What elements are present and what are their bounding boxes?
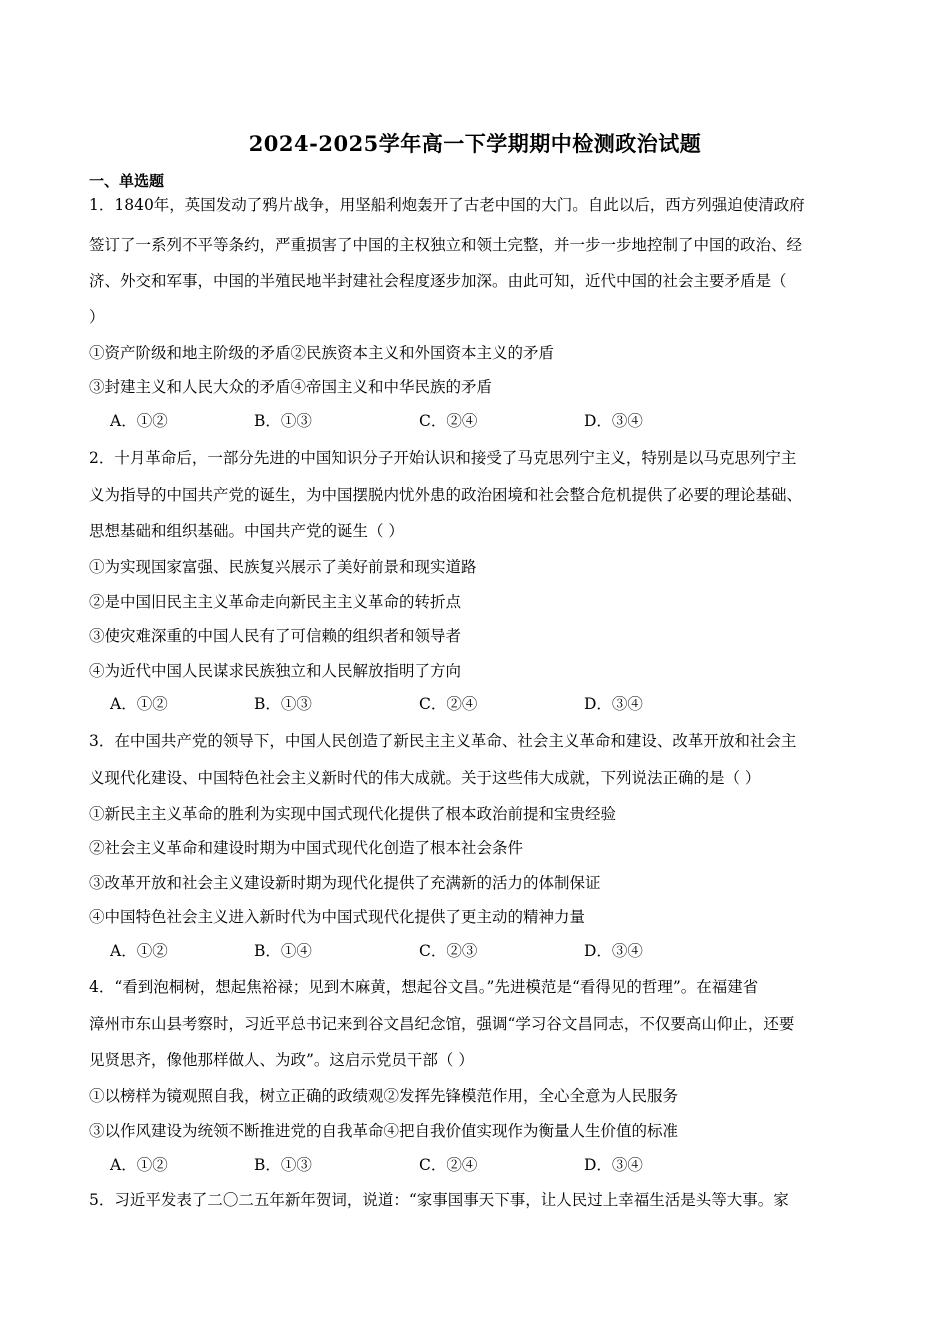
q1-option-b[interactable]: B．①③ bbox=[254, 412, 312, 430]
q4-options bbox=[89, 1153, 864, 1175]
q1-statement-2: ③封建主义和人民大众的矛盾④帝国主义和中华民族的矛盾 bbox=[89, 378, 493, 396]
q2-option-c[interactable]: C．②④ bbox=[419, 695, 478, 713]
q4-option-c[interactable]: C．②④ bbox=[419, 1156, 478, 1174]
q2-line-1: 2．十月革命后，一部分先进的中国知识分子开始认识和接受了马克思列宁主义，特别是以马克思列宁主 bbox=[89, 449, 797, 467]
q2-statement-1: ①为实现国家富强、民族复兴展示了美好前景和现实道路 bbox=[89, 558, 477, 576]
q1-line-3: 济、外交和军事，中国的半殖民地半封建社会程度逐步加深。由此可知，近代中国的社会主要矛盾是（ bbox=[89, 272, 787, 290]
q2-option-d[interactable]: D．③④ bbox=[584, 695, 643, 713]
q2-statement-3: ③使灾难深重的中国人民有了可信赖的组织者和领导者 bbox=[89, 627, 462, 645]
q4-line-3: 见贤思齐，像他那样做人、为政”。这启示党员干部（ ） bbox=[89, 1051, 474, 1069]
q3-option-c[interactable]: C．②③ bbox=[419, 942, 478, 960]
q4-option-d[interactable]: D．③④ bbox=[584, 1156, 643, 1174]
page-title: 2024-2025学年高一下学期期中检测政治试题 bbox=[248, 131, 702, 156]
q2-line-3: 思想基础和组织基础。中国共产党的诞生（ ） bbox=[89, 522, 404, 540]
section-heading: 一、单选题 bbox=[89, 172, 165, 190]
q2-statement-4: ④为近代中国人民谋求民族独立和人民解放指明了方向 bbox=[89, 662, 462, 680]
q1-statement-1: ①资产阶级和地主阶级的矛盾②民族资本主义和外国资本主义的矛盾 bbox=[89, 344, 555, 362]
q2-option-b[interactable]: B．①③ bbox=[254, 695, 312, 713]
q3-option-b[interactable]: B．①④ bbox=[254, 942, 312, 960]
q3-statement-1: ①新民主主义革命的胜利为实现中国式现代化提供了根本政治前提和宝贵经验 bbox=[89, 805, 617, 823]
q2-option-a[interactable]: A．①② bbox=[110, 695, 168, 713]
q3-line-2: 义现代化建设、中国特色社会主义新时代的伟大成就。关于这些伟大成就，下列说法正确的是（ ） bbox=[89, 769, 761, 787]
q1-option-a[interactable]: A．①② bbox=[110, 412, 168, 430]
q4-option-b[interactable]: B．①③ bbox=[254, 1156, 312, 1174]
q3-option-a[interactable]: A．①② bbox=[110, 942, 168, 960]
q1-line-1: 1．1840年，英国发动了鸦片战争，用坚船利炮轰开了古老中国的大门。自此以后，西方列强迫使清政府 bbox=[89, 196, 805, 214]
q4-line-1: 4．“看到泡桐树，想起焦裕禄；见到木麻黄，想起谷文昌。”先进模范是“看得见的哲理”。在福建省 bbox=[89, 978, 759, 996]
q3-line-1: 3．在中国共产党的领导下，中国人民创造了新民主主义革命、社会主义革命和建设、改革开放和社会主 bbox=[89, 732, 797, 750]
q3-options bbox=[89, 939, 864, 961]
q4-statement-1: ①以榜样为镜观照自我，树立正确的政绩观②发挥先锋模范作用，全心全意为人民服务 bbox=[89, 1087, 679, 1105]
q2-line-2: 义为指导的中国共产党的诞生，为中国摆脱内忧外患的政治困境和社会整合危机提供了必要的理论基础、 bbox=[89, 486, 803, 504]
q4-statement-2: ③以作风建设为统领不断推进党的自我革命④把自我价值实现作为衡量人生价值的标准 bbox=[89, 1122, 679, 1140]
q1-line-4: ） bbox=[89, 308, 105, 326]
q2-options bbox=[89, 692, 864, 714]
q4-option-a[interactable]: A．①② bbox=[110, 1156, 168, 1174]
q5-line-1: 5．习近平发表了二〇二五年新年贺词，说道：“家事国事天下事，让人民过上幸福生活是头等大事。家 bbox=[89, 1191, 789, 1209]
q3-statement-4: ④中国特色社会主义进入新时代为中国式现代化提供了更主动的精神力量 bbox=[89, 908, 586, 926]
q1-line-2: 签订了一系列不平等条约，严重损害了中国的主权独立和领土完整，并一步一步地控制了中国的政治、经 bbox=[89, 236, 803, 254]
q4-line-2: 漳州市东山县考察时，习近平总书记来到谷文昌纪念馆，强调“学习谷文昌同志，不仅要高山仰止，还要 bbox=[89, 1015, 795, 1033]
q2-statement-2: ②是中国旧民主主义革命走向新民主主义革命的转折点 bbox=[89, 593, 462, 611]
q1-option-c[interactable]: C．②④ bbox=[419, 412, 478, 430]
q1-option-d[interactable]: D．③④ bbox=[584, 412, 643, 430]
q3-option-d[interactable]: D．③④ bbox=[584, 942, 643, 960]
q3-statement-2: ②社会主义革命和建设时期为中国式现代化创造了根本社会条件 bbox=[89, 839, 524, 857]
q1-options bbox=[89, 409, 864, 431]
q3-statement-3: ③改革开放和社会主义建设新时期为现代化提供了充满新的活力的体制保证 bbox=[89, 874, 601, 892]
